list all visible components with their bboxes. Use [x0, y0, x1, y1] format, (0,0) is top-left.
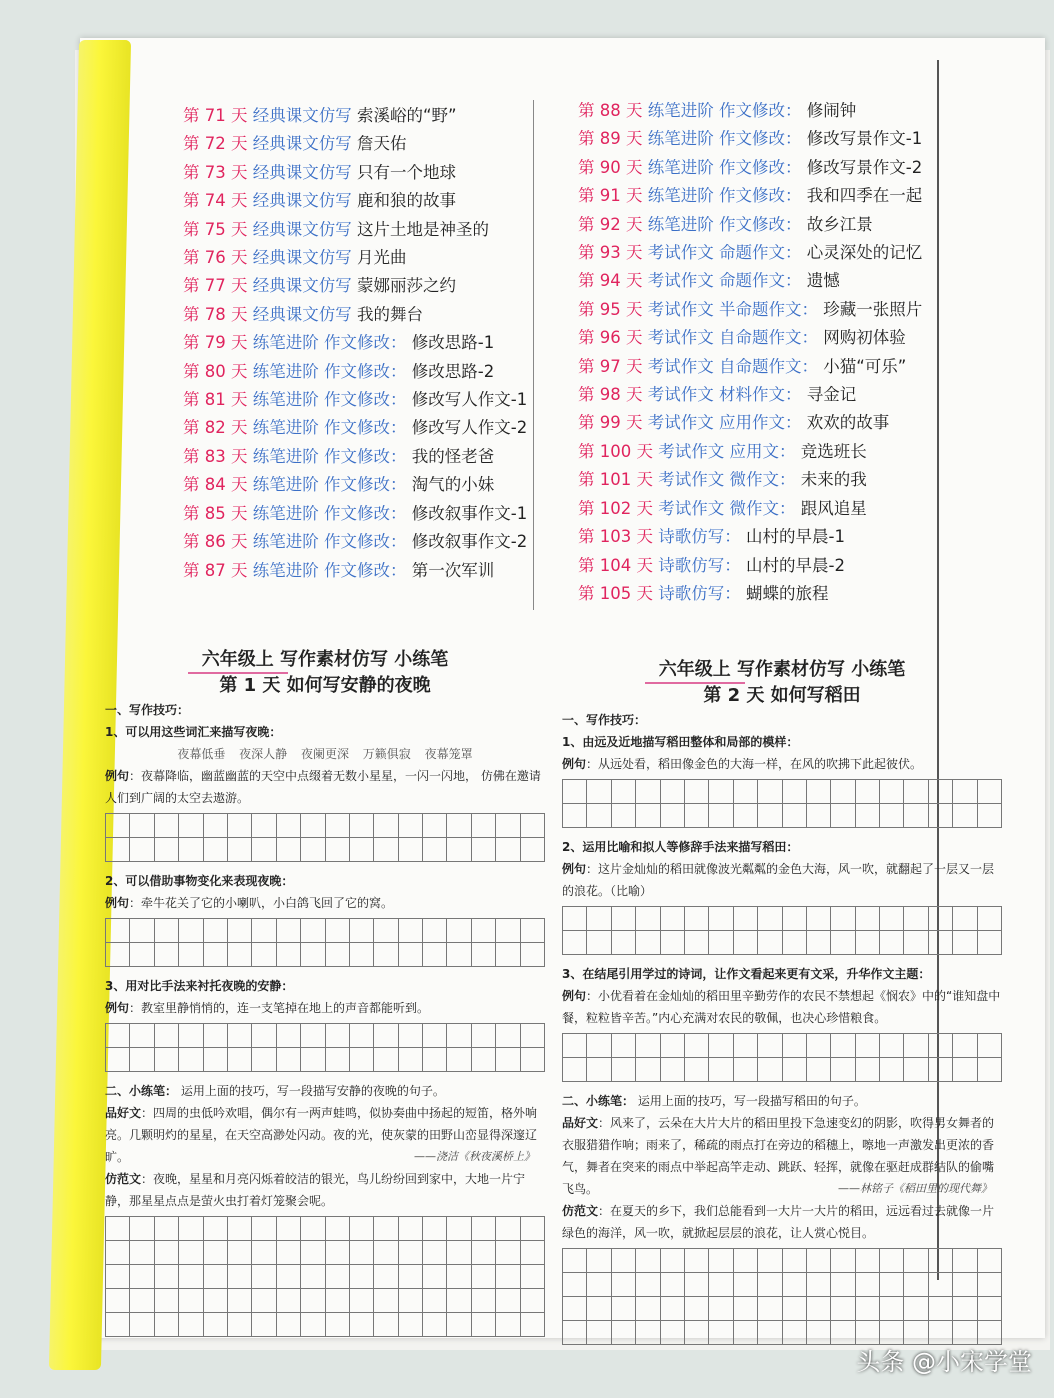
toc-item — [183, 557, 527, 585]
toc-day: 第 98 天 — [578, 385, 643, 405]
toc-category: 经典课文仿写 — [252, 248, 352, 268]
toc-item — [183, 159, 527, 187]
toc-item — [183, 386, 527, 414]
toc-title: 淘气的小妹 — [411, 475, 495, 495]
toc-item — [578, 552, 922, 580]
heading: 一、写作技巧： — [105, 703, 190, 717]
toc-item — [578, 580, 922, 608]
toc-day: 第 82 天 — [183, 418, 248, 438]
toc-category: 经典课文仿写 — [252, 276, 352, 296]
toc-title: 索溪峪的“野” — [357, 106, 457, 125]
toc-title: 寻金记 — [806, 385, 857, 405]
toc-day: 第 76 天 — [183, 248, 248, 268]
toc-category: 练笔进阶 作文修改： — [252, 560, 407, 580]
toc-day: 第 91 天 — [578, 186, 643, 206]
toc-title: 修改叙事作文-1 — [411, 503, 528, 523]
example-2: 例句：这片金灿灿的稻田就像波光粼粼的金色大海，风一吹，就翻起了一层又一层的浪花。（比喻） — [562, 862, 995, 898]
toc-day: 第 77 天 — [183, 276, 248, 296]
toc-category: 考试作文 命题作文： — [647, 271, 802, 291]
toc-day: 第 86 天 — [183, 532, 248, 552]
toc-title: 这片土地是神圣的 — [357, 219, 489, 239]
toc-day: 第 79 天 — [183, 333, 248, 353]
model-text: 仿范文：夜晚，星星和月亮闪烁着皎洁的银光，鸟儿纷纷回到家中，大地一片宁静，那星星点点是萤火虫打着灯笼聚会呢。 — [105, 1172, 526, 1208]
toc-item — [578, 495, 922, 523]
toc-title: 跟风追星 — [800, 498, 867, 518]
column-divider — [533, 100, 534, 610]
toc-day: 第 87 天 — [183, 560, 248, 580]
toc-title: 修闹钟 — [806, 101, 857, 120]
toc-title: 山村的早晨-2 — [745, 555, 845, 575]
toc-item — [578, 381, 922, 409]
writing-grid[interactable] — [105, 1216, 545, 1337]
example-3: 例句：小优看着在金灿灿的稻田里辛勤劳作的农民不禁想起《悯农》中的“谁知盘中餐，粒粒皆辛苦。”内心充满对农民的敬佩，也决心珍惜粮食。 — [562, 989, 1001, 1025]
toc-item — [578, 409, 922, 437]
toc-category: 考试作文 命题作文： — [647, 243, 802, 263]
toc-category: 考试作文 微作文： — [658, 470, 796, 490]
toc-item — [183, 272, 527, 300]
toc-item — [183, 528, 527, 556]
day2-section — [562, 657, 1002, 1353]
pen-underline — [645, 682, 745, 684]
watermark: 头条 @小宋学堂 — [856, 1348, 1032, 1376]
toc-category: 诗歌仿写： — [658, 555, 741, 575]
tip-3: 3、在结尾引用学过的诗词，让作文看起来更有文采，升华作文主题： — [562, 967, 931, 981]
toc-title: 故乡江景 — [806, 214, 873, 234]
toc-item — [578, 324, 922, 352]
writing-grid[interactable] — [105, 1023, 545, 1072]
toc-category: 经典课文仿写 — [252, 304, 352, 324]
toc-category: 练笔进阶 作文修改： — [252, 333, 407, 353]
toc-day: 第 95 天 — [578, 299, 643, 319]
toc-day: 第 100 天 — [578, 441, 653, 461]
toc-day: 第 101 天 — [578, 470, 653, 490]
toc-title: 修改写景作文-1 — [806, 129, 923, 149]
toc-item — [578, 466, 922, 494]
toc-day: 第 103 天 — [578, 527, 653, 547]
example-3: 例句：教室里静悄悄的，连一支笔掉在地上的声音都能听到。 — [105, 1001, 430, 1015]
toc-day: 第 88 天 — [578, 101, 643, 120]
practice-heading: 二、小练笔： 运用上面的技巧，写一段描写安静的夜晚的句子。 — [105, 1084, 445, 1098]
example-1: 例句：夜幕降临，幽蓝幽蓝的天空中点缀着无数小星星，一闪一闪地， 仿佛在邀请人们到广阔的太空去遨游。 — [105, 769, 541, 805]
tip-1: 1、由远及近地描写稻田整体和局部的模样： — [562, 735, 799, 749]
toc-title: 我的舞台 — [357, 304, 423, 324]
good-text: 品好文：四周的虫低吟欢唱，偶尔有一两声蛙鸣，似协奏曲中扬起的短笛，格外响亮。几颗明灼的星星，在天空高渺处闪动。夜的光，使灰蒙的田野山峦显得深邃辽旷。 — [105, 1106, 538, 1164]
toc-day: 第 94 天 — [578, 271, 643, 291]
toc-category: 练笔进阶 作文修改： — [252, 361, 407, 381]
toc-title: 心灵深处的记忆 — [806, 243, 923, 263]
toc-title: 修改写人作文-1 — [411, 390, 528, 410]
toc-title: 山村的早晨-1 — [745, 527, 845, 547]
toc-category: 考试作文 自命题作文： — [647, 356, 818, 376]
toc-day: 第 105 天 — [578, 583, 653, 603]
toc-category: 考试作文 半命题作文： — [647, 299, 818, 319]
toc-title: 小猫“可乐” — [823, 356, 907, 376]
toc-category: 练笔进阶 作文修改： — [252, 503, 407, 523]
toc-title: 第一次军训 — [411, 560, 495, 580]
toc-day: 第 74 天 — [183, 191, 248, 211]
toc-item — [183, 301, 527, 329]
writing-grid[interactable] — [105, 918, 545, 967]
toc-category: 经典课文仿写 — [252, 134, 352, 154]
practice-heading: 二、小练笔： 运用上面的技巧，写一段描写稻田的句子。 — [562, 1094, 866, 1108]
toc-title: 修改思路-1 — [411, 333, 495, 353]
toc-category: 练笔进阶 作文修改： — [252, 475, 407, 495]
toc-category: 练笔进阶 作文修改： — [647, 214, 802, 234]
toc-day: 第 90 天 — [578, 157, 643, 177]
toc-title: 蝴蝶的旅程 — [745, 583, 829, 603]
toc-title: 鹿和狼的故事 — [357, 191, 456, 211]
toc-item — [183, 130, 527, 158]
heading: 一、写作技巧： — [562, 713, 647, 727]
toc-item — [183, 414, 527, 442]
writing-grid[interactable] — [562, 1248, 1002, 1345]
toc-title: 修改思路-2 — [411, 361, 495, 381]
toc-title: 修改写景作文-2 — [806, 157, 923, 177]
toc-item — [578, 267, 922, 295]
toc-item — [578, 125, 922, 153]
toc-category: 经典课文仿写 — [252, 219, 352, 239]
section-title: 六年级上 写作素材仿写 小练笔 — [658, 659, 906, 680]
toc-category: 练笔进阶 作文修改： — [252, 390, 407, 410]
toc-category: 诗歌仿写： — [658, 583, 741, 603]
day-title: 第 2 天 如何写稻田 — [703, 685, 861, 706]
tip-3: 3、用对比手法来衬托夜晚的安静： — [105, 979, 294, 993]
toc-day: 第 71 天 — [183, 106, 248, 125]
toc-category: 考试作文 材料作文： — [647, 385, 802, 405]
toc-title: 遗憾 — [806, 271, 840, 291]
toc-title: 欢欢的故事 — [806, 413, 890, 433]
toc-day: 第 102 天 — [578, 498, 653, 518]
toc-category: 诗歌仿写： — [658, 527, 741, 547]
toc-day: 第 85 天 — [183, 503, 248, 523]
toc-category: 练笔进阶 作文修改： — [647, 186, 802, 206]
toc-item — [578, 296, 922, 324]
toc-item — [183, 443, 527, 471]
toc-item — [578, 353, 922, 381]
toc-item — [578, 211, 922, 239]
toc-day: 第 93 天 — [578, 243, 643, 263]
toc-item — [183, 187, 527, 215]
toc-title: 修改写人作文-2 — [411, 418, 528, 438]
toc-title: 我的怪老爸 — [411, 446, 495, 466]
toc-title: 只有一个地球 — [357, 162, 456, 182]
toc-left — [183, 102, 527, 585]
toc-item — [183, 102, 527, 130]
toc-category: 练笔进阶 作文修改： — [252, 446, 407, 466]
good-text-source: ——林铭子《稻田里的现代舞》 — [838, 1182, 992, 1195]
toc-day: 第 83 天 — [183, 446, 248, 466]
pen-underline — [188, 672, 288, 674]
day1-section — [105, 647, 545, 1345]
toc-day: 第 78 天 — [183, 304, 248, 324]
toc-category: 考试作文 自命题作文： — [647, 328, 818, 348]
example-2: 例句：牵牛花关了它的小喇叭，小白鸽飞回了它的窝。 — [105, 896, 394, 910]
toc-title: 竞选班长 — [800, 441, 867, 461]
toc-category: 练笔进阶 作文修改： — [252, 418, 407, 438]
toc-item — [578, 154, 922, 182]
toc-category: 练笔进阶 作文修改： — [647, 129, 802, 149]
toc-title: 网购初体验 — [823, 328, 906, 348]
toc-title: 蒙娜丽莎之约 — [357, 276, 456, 296]
tip-1: 1、可以用这些词汇来描写夜晚： — [105, 725, 282, 739]
toc-category: 经典课文仿写 — [252, 191, 352, 211]
tip-2: 2、可以借助事物变化来表现夜晚： — [105, 874, 294, 888]
writing-grid[interactable] — [562, 906, 1002, 955]
day-title: 第 1 天 如何写安静的夜晚 — [219, 675, 431, 696]
toc-day: 第 73 天 — [183, 162, 248, 182]
section-title: 六年级上 写作素材仿写 小练笔 — [201, 649, 449, 670]
toc-day: 第 84 天 — [183, 475, 248, 495]
toc-item — [578, 239, 922, 267]
toc-title: 我和四季在一起 — [806, 186, 923, 206]
toc-day: 第 81 天 — [183, 390, 248, 410]
toc-category: 经典课文仿写 — [252, 106, 352, 125]
toc-category: 考试作文 微作文： — [658, 498, 796, 518]
toc-right — [578, 97, 922, 608]
toc-day: 第 99 天 — [578, 413, 643, 433]
vocab-words: 夜幕低垂 夜深人静 夜阑更深 万籁俱寂 夜幕笼罩 — [177, 747, 473, 761]
toc-title: 未来的我 — [800, 470, 867, 490]
toc-item — [183, 358, 527, 386]
toc-item — [578, 523, 922, 551]
toc-day: 第 75 天 — [183, 219, 248, 239]
toc-item — [578, 438, 922, 466]
toc-day: 第 104 天 — [578, 555, 653, 575]
toc-title: 珍藏一张照片 — [823, 299, 923, 319]
writing-grid[interactable] — [105, 813, 545, 862]
toc-category: 练笔进阶 作文修改： — [647, 157, 802, 177]
toc-day: 第 80 天 — [183, 361, 248, 381]
good-text-source: ——浇洁《秋夜溪桥上》 — [414, 1150, 535, 1163]
toc-category: 练笔进阶 作文修改： — [647, 101, 802, 120]
toc-category: 考试作文 应用作文： — [647, 413, 802, 433]
toc-day: 第 89 天 — [578, 129, 643, 149]
toc-item — [578, 97, 922, 125]
toc-item — [183, 216, 527, 244]
toc-item — [183, 471, 527, 499]
toc-title: 詹天佑 — [357, 134, 407, 154]
toc-item — [183, 244, 527, 272]
toc-category: 经典课文仿写 — [252, 162, 352, 182]
toc-category: 考试作文 应用文： — [658, 441, 796, 461]
toc-title: 月光曲 — [357, 248, 407, 268]
toc-title: 修改叙事作文-2 — [411, 532, 528, 552]
example-1: 例句：从远处看，稻田像金色的大海一样，在风的吹拂下此起彼伏。 — [562, 757, 923, 771]
toc-day: 第 97 天 — [578, 356, 643, 376]
toc-item — [183, 329, 527, 357]
writing-grid[interactable] — [562, 779, 1002, 828]
toc-category: 练笔进阶 作文修改： — [252, 532, 407, 552]
toc-day: 第 92 天 — [578, 214, 643, 234]
tip-2: 2、运用比喻和拟人等修辞手法来描写稻田： — [562, 840, 799, 854]
toc-item — [183, 500, 527, 528]
good-text: 品好文：风来了，云朵在大片大片的稻田里投下急速变幻的阴影，吹得男女舞者的衣服猎猎作响；雨来了，稀疏的雨点打在旁边的稻穗上，嚓地一声激发出更浓的香气，舞者在突来的雨点中举起高竿走动、跳跃、轻挥，就像在驱赶成群结队的偷嘴飞鸟。 — [562, 1116, 995, 1196]
writing-grid[interactable] — [562, 1033, 1002, 1082]
toc-day: 第 72 天 — [183, 134, 248, 154]
toc-day: 第 96 天 — [578, 328, 643, 348]
toc-item — [578, 182, 922, 210]
model-text: 仿范文：在夏天的乡下，我们总能看到一大片一大片的稻田，远远看过去就像一片绿色的海洋，风一吹，就掀起层层的浪花，让人赏心悦目。 — [562, 1204, 995, 1240]
